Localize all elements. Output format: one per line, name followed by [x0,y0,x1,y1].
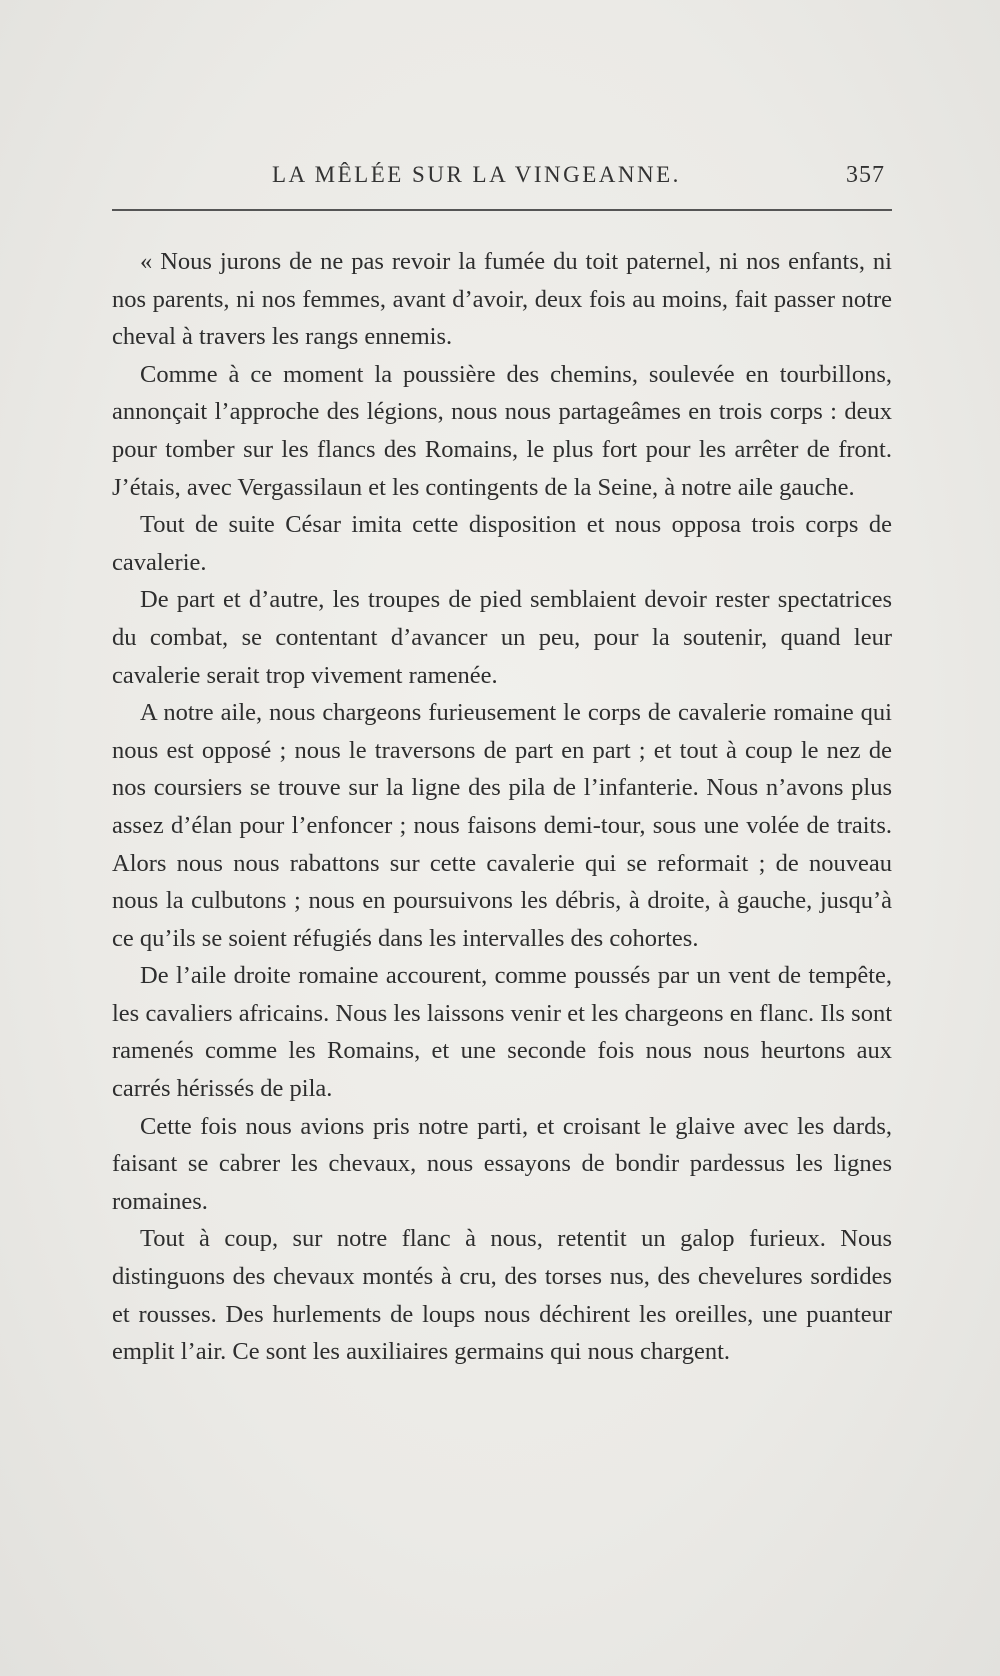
paragraph: De part et d’autre, les troupes de pied semblaient devoir rester spectatrices du combat, se contentant d’avancer un peu, pour la soutenir, quand leur cavalerie serait trop vivement ramenée. [112,586,892,689]
paragraph: Comme à ce moment la poussière des chemins, soulevée en tourbillons, annonçait l’approche des légions, nous nous partageâmes en trois corps : deux pour tomber sur les flancs des Romains, le plus fort pour les arrêter de front. J’étais, avec Vergassilaun et les contingents de la Seine, à notre aile gauche. [112,360,892,501]
header-rule [112,209,892,211]
body-text [112,243,892,1371]
running-title: LA MÊLÉE SUR LA VINGEANNE. [272,162,681,187]
paragraph: « Nous jurons de ne pas revoir la fumée du toit paternel, ni nos enfants, ni nos parents, ni nos femmes, avant d’avoir, deux fois au moins, fait passer notre cheval à travers les rangs ennemis. [112,248,892,351]
paragraph: Tout de suite César imita cette disposition et nous opposa trois corps de cavalerie. [112,511,892,576]
page-number: 357 [846,162,885,188]
paragraph: Tout à coup, sur notre flanc à nous, retentit un galop furieux. Nous distinguons des chevaux montés à cru, des torses nus, des chevelures sordides et rousses. Des hurlements de loups nous déchirent les oreilles, une puanteur emplit l’air. Ce sont les auxiliaires germains qui nous chargent. [112,1225,892,1366]
paragraph: A notre aile, nous chargeons furieusement le corps de cavalerie romaine qui nous est opposé ; nous le traversons de part en part ; et tout à coup le nez de nos coursiers se trouve sur la ligne des pila de l’infanterie. Nous n’avons plus assez d’élan pour l’enfoncer ; nous faisons demi-tour, sous une volée de traits. Alors nous nous rabattons sur cette cavalerie qui se reformait ; de nouveau nous la culbutons ; nous en poursuivons les débris, à droite, à gauche, jusqu’à ce qu’ils se soient réfugiés dans les intervalles des cohortes. [112,699,892,952]
paragraph: Cette fois nous avions pris notre parti, et croisant le glaive avec les dards, faisant se cabrer les chevaux, nous essayons de bondir pardessus les lignes romaines. [112,1112,892,1215]
paragraph: De l’aile droite romaine accourent, comme poussés par un vent de tempête, les cavaliers africains. Nous les laissons venir et les chargeons en flanc. Ils sont ramenés comme les Romains, et une seconde fois nous nous heurtons aux carrés hérissés de pila. [112,962,892,1103]
running-header [0,162,1000,202]
